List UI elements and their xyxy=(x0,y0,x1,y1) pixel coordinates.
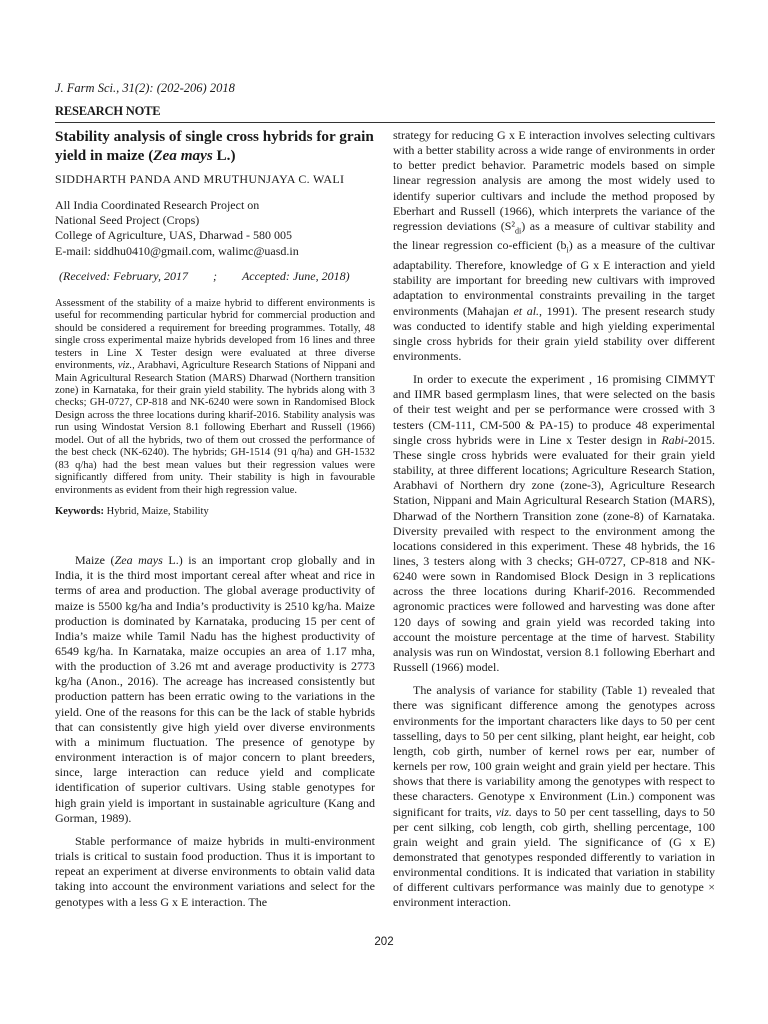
affiliation-line: National Seed Project (Crops) xyxy=(55,213,200,228)
body-paragraph: The analysis of variance for stability (Table 1) revealed that there was significant difference among the genotypes across environments for the important characters like days to 50 per cent tasselling, days to 50 per cent silking, plant height, ear height, cob length, cob girth, number of kernel rows per ear, number of kernels per row, 100 grain weight and grain yield per hectare. This shows that there is variability among the genotypes with respect to these characters. Genotype x Environment (Lin.) component was significant for traits, viz. days to 50 per cent tasselling, days to 50 per cent silking, cob length, cob girth, shelling percentage, 100 grain weight and grain yield. The significance of (G x E) demonstrated that genotypes responded differently to variation in environmental conditions. It is indicated that variation in stability of different cultivars performance was mainly due to genotype × environment interaction. xyxy=(393,683,716,910)
body-paragraph: Stable performance of maize hybrids in multi-environment trials is critical to sustain food production. Thus it is important to repeat an experiment at diverse environments to obtain valid data taking into account the environment variations and select for the genotypes with a less G x E interaction. The xyxy=(55,833,375,909)
keywords: Keywords: Hybrid, Maize, Stability xyxy=(55,506,209,518)
left-column xyxy=(55,128,375,910)
accepted-date: Accepted: June, 2018) xyxy=(241,268,350,283)
right-column xyxy=(393,128,715,911)
journal-citation: J. Farm Sci., 31(2): (202-206) 2018 xyxy=(55,81,235,95)
section-label: RESEARCH NOTE xyxy=(55,104,161,118)
authors: SIDDHARTH PANDA AND MRUTHUNJAYA C. WALI xyxy=(55,172,345,186)
received-date: (Received: February, 2017 xyxy=(59,268,188,283)
affiliation xyxy=(55,198,375,259)
affiliation-line: All India Coordinated Research Project on xyxy=(55,198,260,212)
body-paragraph: strategy for reducing G x E interaction involves selecting cultivars with a better stability across a wide range of environments in order to better predict behavior. Parametric models based on simple linear regression analysis are among the most widely used to identify superior cultivars and include the method proposed by Eberhart and Russell (1966), which interprets the variance of the regression deviations $(S^2_{di})$ as a measure of cultivar stability and the linear regression co-efficient $(b_i)$ as a measure of the cultivar adaptability. Therefore, knowledge of G x E interaction and yield stability are important for breeding new cultivars with improved adaptation to environmental constraints prevailing in the target environments (Mahajan et al., 1991). The present research study was conducted to identify stable and high yielding experimental single cross hybrids for their grain yield stability over different environments. xyxy=(393,128,716,363)
body-paragraph: Maize (Zea mays L.) is an important crop globally and in India, it is the third most important cereal after wheat and rice in terms of area and production. The global average productivity of maize is 5500 kg/ha and India’s productivity is 2510 kg/ha. Maize production is dominated by Karnataka, producing 15 per cent of India’s maize while Tamil Nadu has the highest productivity of 6549 kg/ha. In Karnataka, maize occupies an area of 1.17 mha, with the production of 3.26 mt and average productivity is 2773 kg/ha (Anon., 2016). The acreage has increased consistently but production pattern has been erratic owing to the variations in the yield. One of the reasons for this can be the lack of stable hybrids that can consistently give high yield over diverse environments with a minimum fluctuation. The presence of genotype by environment interaction is of major concern to plant breeders, since, large interaction can reduce yield and complicate identification of superior cultivars. Using stable genotypes for high grain yield is important in sustainable agriculture (Kang and Gorman, 1989). xyxy=(55,553,375,825)
affiliation-line: College of Agriculture, UAS, Dharwad - 580 005 xyxy=(55,228,292,243)
page-number: 202 xyxy=(374,936,394,948)
abstract: Assessment of the stability of a maize hybrid to different environments is useful for recommending particular hybrid for commercial production and should be considered a requirement for breeding programmes. Totally, 48 single cross experimental maize hybrids developed from 16 lines and three testers in Line X Tester design were evaluated at three diverse environments, viz., Arabhavi, Agriculture Research Stations of Nippani and Main Agricultural Research Station (MARS) Dharwad (Northern transition zone) in Karnataka, for their grain yield stability. The hybrids along with 3 checks; GH-0727, CP-818 and NK-6240 were sown in Randomised Block Design across the three locations during kharif-2016. Stability analysis was run using Windostat Version 8.1 following Eberhart and Russell (1966) model. Out of all the hybrids, two of them out crossed the performance of the best check (NK-6240). The hybrids; GH-1514 (91 q/ha) and GH-1532 (83 q/ha) had the best mean values but their regression values were significantly differed from unity. Their stability is high in favourable environments as evident from their high regression value. xyxy=(55,297,376,496)
date-separator: ; xyxy=(212,268,217,283)
received-accepted-dates xyxy=(55,269,375,284)
header-rule xyxy=(55,122,715,123)
email-line: E-mail: siddhu0410@gmail.com, walimc@uasd.in xyxy=(55,243,299,258)
article-title: Stability analysis of single cross hybrids for grain yield in maize (Zea mays L.) xyxy=(55,128,374,164)
body-paragraph: In order to execute the experiment , 16 promising CIMMYT and IIMR based germplasm lines, that were selected on the basis of their test weight and per se performance were crossed with 3 testers (CM-111, CM-500 & PA-15) to produce 48 experimental single cross hybrids were in Line x Tester design in Rabi-2015. These single cross hybrids were evaluated for their grain yield stability, at three different locations; Agriculture Research Station, Arabhavi of Northern dry zone (zone-3), Agriculture Research Station, Nippani and Main Agricultural Research Station (MARS), Dharwad of the Northern Transition zone (zone-8) of Karnataka. Diversity prevailed with respect to the environment among the locations considered in this experiment. These 48 hybrids, the 16 lines, 3 testers along with 3 checks; GH-0727, CP-818 and NK-6240 were sown in Randomised Block Design in 3 replications across the three locations during Kharif-2016. Recommended agronomic practices were followed and harvesting was done after 120 days of sowing and grain yield was recorded taking into account the moisture percentage at the time of harvest. Stability analysis was run on Windostat, version 8.1 following Eberhart and Russell (1966) model. xyxy=(393,372,715,675)
